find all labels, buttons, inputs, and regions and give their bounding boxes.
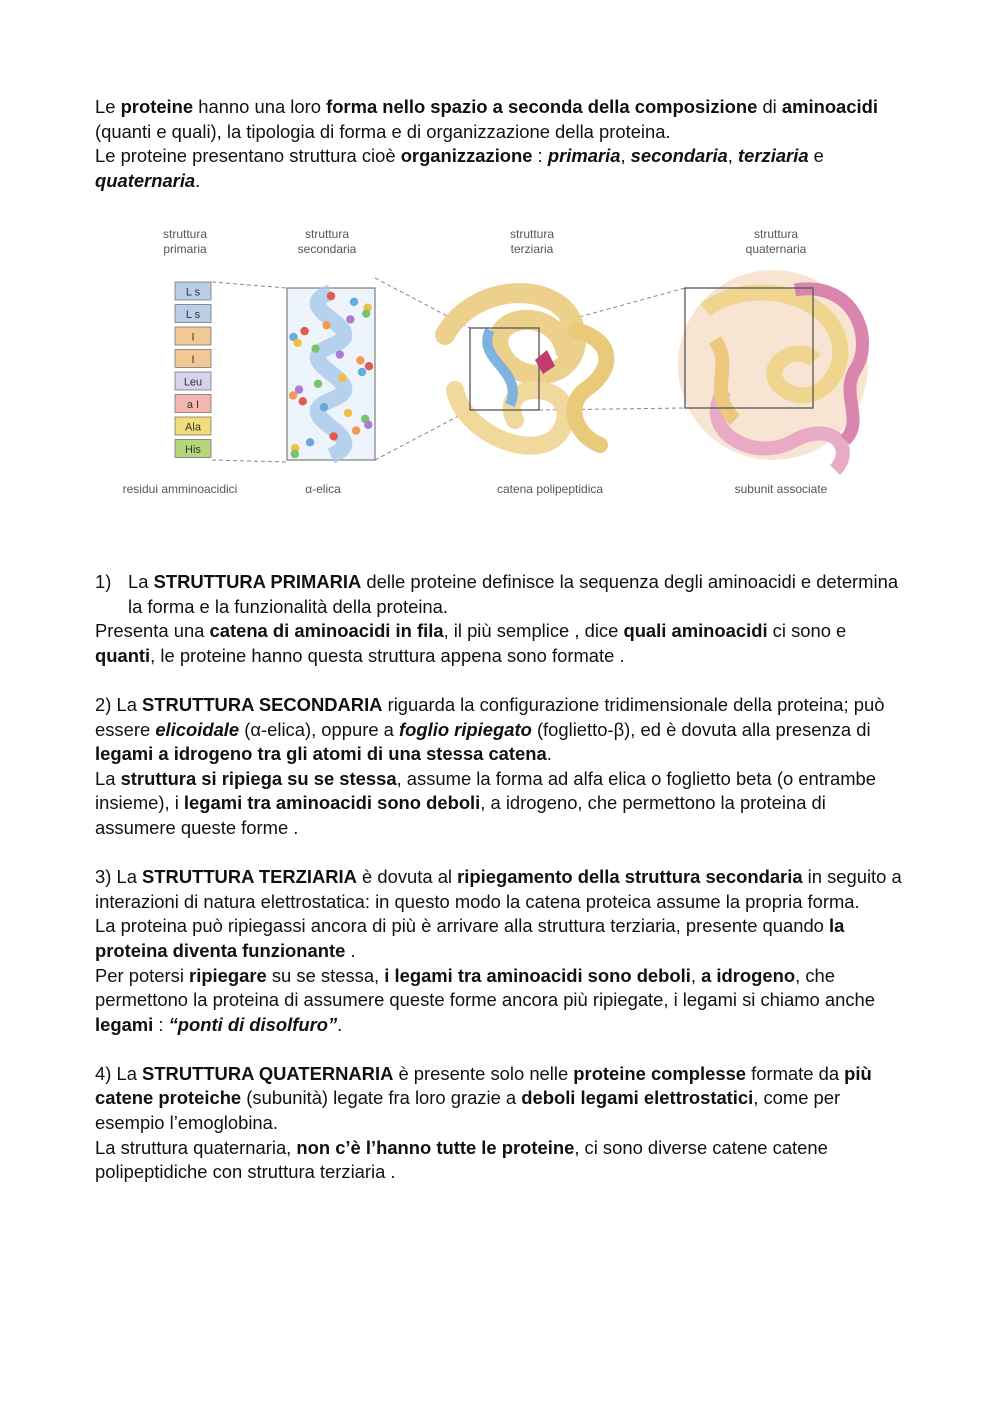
residue-label: L s	[185, 286, 201, 299]
text-run: ripiegamento della struttura secondaria	[457, 866, 803, 888]
residue-label: a I	[186, 399, 200, 411]
intro-paragraph-2	[95, 144, 910, 193]
quaternary-structure-illustration	[678, 270, 868, 470]
text-run: terziaria	[738, 145, 809, 167]
text-run: 2) La	[95, 693, 143, 715]
label-top-terziaria-1: struttura	[509, 227, 555, 241]
text-run: STRUTTURA PRIMARIA	[153, 571, 362, 592]
residue-column	[175, 282, 211, 458]
text-run: :	[532, 145, 548, 167]
text-run: riguarda la configurazione tridimensionale della proteina; può essere	[95, 693, 885, 740]
text-run: Per potersi	[95, 964, 190, 986]
text-run: formate da	[746, 1062, 845, 1084]
section-4-paragraph-2	[95, 1136, 910, 1185]
residue-label: I	[191, 354, 195, 366]
text-run: , che permettono la proteina di assumere queste forme ancora più ripiegate, i legami si chiamo anche	[95, 964, 875, 1011]
text-run: , come per esempio l’emoglobina.	[95, 1087, 841, 1134]
helix-atom	[291, 450, 299, 458]
residue-label: I	[191, 331, 195, 344]
text-run: .	[195, 169, 201, 191]
helix-atom	[362, 309, 370, 317]
text-run: ,	[727, 145, 739, 167]
text-run: .	[345, 939, 356, 961]
section-3-paragraph-2	[95, 914, 910, 963]
text-run: proteine complesse	[573, 1062, 747, 1084]
document-body	[95, 95, 910, 193]
text-run: a idrogeno	[701, 964, 796, 986]
text-run: :	[153, 1013, 169, 1035]
helix-atom	[356, 356, 364, 364]
text-run: quali aminoacidi	[623, 620, 768, 642]
text-run: struttura si ripiega su se stessa	[120, 767, 397, 789]
text-run: la proteina diventa funzionante	[95, 915, 845, 961]
label-bottom-secondaria: α-elica	[305, 482, 341, 496]
text-run: 3) La	[95, 866, 143, 888]
text-run: , assume la forma ad alfa elica o foglietto beta (o entrambe insieme), i	[95, 767, 877, 814]
helix-atom	[346, 315, 354, 323]
text-run: ripiegare	[189, 964, 267, 986]
text-run: (foglietto-β), ed è dovuta alla presenza di	[531, 718, 871, 740]
helix-atom	[365, 362, 373, 370]
text-run: quanti	[95, 644, 151, 666]
text-run: non c’è l’hanno tutte le proteine	[296, 1136, 575, 1158]
label-top-secondaria-1: struttura	[304, 227, 350, 241]
alpha-helix-illustration	[287, 288, 375, 460]
helix-atom	[293, 339, 301, 347]
text-run: .	[337, 1013, 343, 1035]
helix-atom	[338, 374, 346, 382]
text-run: STRUTTURA SECONDARIA	[142, 693, 383, 715]
text-run: legami tra aminoacidi sono deboli	[183, 792, 481, 814]
label-top-secondaria-2: secondaria	[297, 242, 357, 256]
text-run: primaria	[547, 145, 621, 167]
text-run: ,	[620, 145, 631, 167]
helix-atom	[311, 344, 319, 352]
helix-atom	[336, 350, 344, 358]
text-run: ,	[690, 964, 702, 986]
text-run: delle proteine definisce la sequenza degli aminoacidi e determina la forma e la funzionalità della proteina.	[128, 571, 899, 617]
text-run: legami	[95, 1013, 154, 1035]
helix-atom	[352, 426, 360, 434]
text-run: proteine	[120, 96, 194, 117]
text-run: Presenta una	[95, 620, 210, 642]
text-run: Le proteine presentano struttura cioè	[95, 145, 401, 167]
text-run: (α-elica), oppure a	[239, 718, 400, 740]
section-3-paragraph-3	[95, 964, 910, 1038]
text-run: (quanti e quali), la tipologia di forma e di organizzazione della proteina.	[95, 120, 671, 142]
label-top-primaria-2: primaria	[163, 242, 207, 256]
text-run: , a idrogeno, che permettono la proteina di assumere queste forme .	[95, 792, 826, 838]
section-2-paragraph-2	[95, 767, 910, 841]
text-run: i legami tra aminoacidi sono deboli	[384, 964, 691, 986]
text-run: quaternaria	[95, 169, 196, 191]
text-run: hanno una loro	[193, 96, 327, 117]
label-bottom-primaria: residui amminoacidici	[122, 482, 238, 496]
text-run: , ci sono diverse catene catene polipeptidiche con struttura terziaria .	[95, 1136, 828, 1183]
sections-body	[95, 570, 910, 1185]
text-run: legami a idrogeno tra gli atomi di una stessa catena	[95, 743, 547, 765]
helix-atom	[364, 421, 372, 429]
text-run: e	[808, 145, 824, 167]
text-run: elicoidale	[155, 718, 240, 740]
text-run: organizzazione	[400, 145, 533, 167]
text-run: La	[128, 571, 154, 592]
text-run: , le proteine hanno questa struttura appena sono formate .	[150, 644, 625, 666]
label-bottom-terziaria: catena polipeptidica	[496, 482, 604, 496]
text-run: di	[757, 96, 782, 117]
text-run: forma nello spazio a seconda della composizione	[326, 96, 758, 117]
helix-atom	[289, 391, 297, 399]
intro-paragraph-1	[95, 95, 910, 144]
helix-atom	[306, 438, 314, 446]
connector-lines	[212, 278, 685, 462]
section-1-paragraph	[95, 619, 910, 668]
text-run: ci sono e	[767, 620, 847, 642]
text-run: è dovuta al	[356, 866, 458, 888]
helix-atom	[329, 432, 337, 440]
helix-atom	[350, 298, 358, 306]
text-run: (subunità) legate fra loro grazie a	[241, 1087, 522, 1109]
text-run: , il più semplice , dice	[443, 620, 624, 642]
label-top-quaternaria-1: struttura	[753, 227, 799, 241]
text-run: secondaria	[630, 145, 728, 167]
text-run: .	[546, 743, 552, 765]
section-1-heading	[95, 570, 910, 619]
text-run: è presente solo nelle	[393, 1062, 574, 1084]
text-run: STRUTTURA QUATERNARIA	[142, 1062, 394, 1084]
text-run: La struttura quaternaria,	[95, 1136, 297, 1158]
text-run: La	[95, 767, 121, 789]
section-1-first-text	[128, 571, 898, 617]
label-top-quaternaria-2: quaternaria	[745, 242, 807, 256]
section-4-paragraph-1	[95, 1062, 910, 1136]
residue-label: Leu	[183, 376, 203, 389]
section-3-paragraph-1	[95, 865, 910, 914]
section-1-number: 1)	[95, 571, 112, 592]
protein-structure-figure	[95, 220, 910, 510]
helix-atom	[358, 368, 366, 376]
text-run: 4) La	[95, 1062, 143, 1084]
text-run: foglio ripiegato	[399, 718, 532, 740]
text-run: in seguito a interazioni di natura elettrostatica: in questo modo la catena proteica assume la propria forma.	[95, 866, 902, 912]
text-run: catena di aminoacidi in fila	[209, 620, 444, 642]
text-run: deboli legami elettrostatici	[521, 1087, 754, 1109]
helix-atom	[314, 380, 322, 388]
helix-atom	[320, 403, 328, 411]
text-run: su se stessa,	[266, 964, 385, 986]
text-run: aminoacidi	[781, 96, 878, 117]
text-run: STRUTTURA TERZIARIA	[142, 866, 357, 888]
helix-atom	[344, 409, 352, 417]
text-run: più catene proteiche	[95, 1062, 872, 1109]
label-top-primaria-1: struttura	[162, 227, 208, 241]
helix-atom	[322, 321, 330, 329]
label-bottom-quaternaria: subunit associate	[734, 482, 828, 496]
helix-atom	[327, 292, 335, 300]
text-run: “ponti di disolfuro”	[168, 1013, 338, 1035]
text-run: Le	[95, 96, 121, 117]
text-run: La proteina può ripiegassi ancora di più è arrivare alla struttura terziaria, presente quando	[95, 915, 830, 937]
section-2-paragraph-1	[95, 693, 910, 767]
helix-atom	[300, 327, 308, 335]
residue-label: Ala	[185, 421, 201, 434]
helix-atom	[299, 397, 307, 405]
residue-label: L s	[185, 309, 201, 321]
residue-label: His	[185, 444, 201, 456]
label-top-terziaria-2: terziaria	[510, 242, 554, 256]
